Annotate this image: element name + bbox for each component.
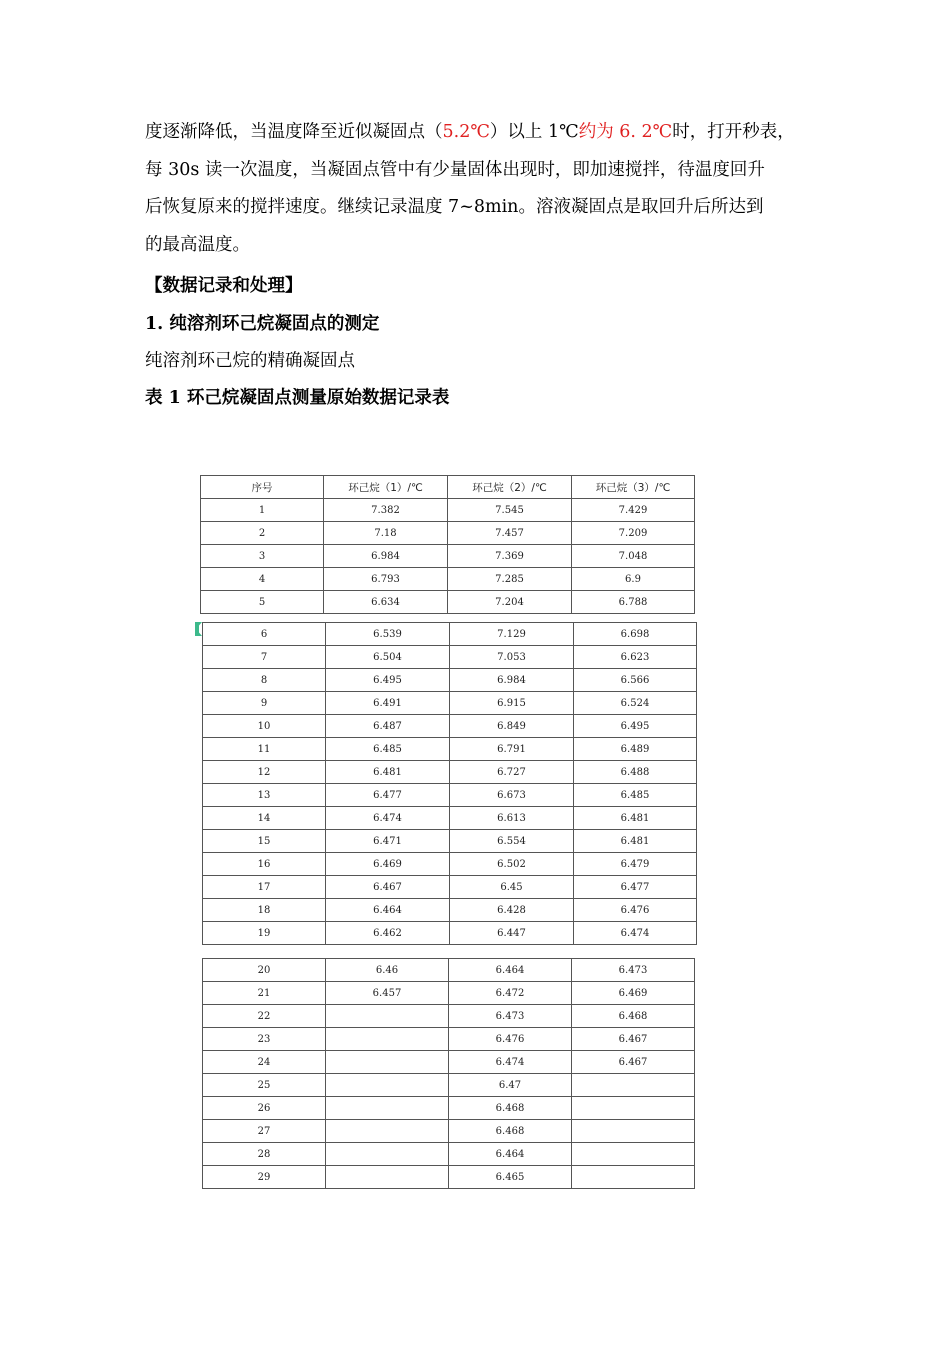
temperature-cell: 6.634	[324, 591, 448, 614]
subsection-heading: 1. 纯溶剂环己烷凝固点的测定	[145, 314, 380, 334]
temperature-cell: 6.474	[574, 922, 697, 945]
temperature-cell: 6.464	[449, 1143, 572, 1166]
temperature-cell: 6.457	[326, 982, 449, 1005]
row-index-cell: 12	[203, 761, 326, 784]
temperature-cell: 6.447	[450, 922, 574, 945]
temperature-cell: 6.467	[326, 876, 450, 899]
temperature-cell: 6.477	[574, 876, 697, 899]
table-row	[201, 545, 695, 568]
temperature-cell: 6.46	[326, 959, 449, 982]
temperature-cell: 7.129	[450, 623, 574, 646]
temperature-cell: 6.554	[450, 830, 574, 853]
row-index-cell: 20	[203, 959, 326, 982]
table-row	[203, 1028, 695, 1051]
temperature-cell: 7.369	[448, 545, 572, 568]
paragraph-line-4: 的最高温度。	[145, 234, 250, 255]
temperature-cell: 6.9	[572, 568, 695, 591]
temperature-cell: 6.464	[326, 899, 450, 922]
temperature-cell: 6.428	[450, 899, 574, 922]
temperature-cell: 7.053	[450, 646, 574, 669]
table-row	[203, 899, 697, 922]
temperature-cell	[326, 1074, 449, 1097]
row-index-cell: 22	[203, 1005, 326, 1028]
header-sample-1: 环己烷（1）/℃	[324, 476, 448, 499]
temperature-cell: 6.489	[574, 738, 697, 761]
temperature-cell: 6.793	[324, 568, 448, 591]
line1-text-a: 度逐渐降低，当温度降至近似凝固点（	[145, 122, 443, 142]
table-row	[203, 830, 697, 853]
temperature-cell: 6.476	[449, 1028, 572, 1051]
temperature-cell	[572, 1120, 695, 1143]
temperature-cell: 6.566	[574, 669, 697, 692]
temperature-cell	[326, 1143, 449, 1166]
table-row	[203, 959, 695, 982]
row-index-cell: 5	[201, 591, 324, 614]
temperature-cell: 6.468	[449, 1097, 572, 1120]
row-index-cell: 6	[203, 623, 326, 646]
temperature-cell: 6.472	[449, 982, 572, 1005]
temperature-cell: 6.465	[449, 1166, 572, 1189]
row-index-cell: 26	[203, 1097, 326, 1120]
temperature-cell	[326, 1028, 449, 1051]
row-index-cell: 27	[203, 1120, 326, 1143]
row-index-cell: 2	[201, 522, 324, 545]
row-index-cell: 9	[203, 692, 326, 715]
row-index-cell: 4	[201, 568, 324, 591]
temperature-cell: 6.984	[450, 669, 574, 692]
temperature-cell: 6.504	[326, 646, 450, 669]
temperature-cell: 6.467	[572, 1028, 695, 1051]
header-sample-2: 环己烷（2）/℃	[448, 476, 572, 499]
data-table-block-1	[200, 475, 695, 614]
table-row	[203, 922, 697, 945]
table-row	[203, 1005, 695, 1028]
temperature-cell: 6.481	[326, 761, 450, 784]
procedure-paragraph	[145, 114, 815, 264]
line1-text-c: 时，打开秒表，	[672, 122, 795, 142]
temperature-cell: 7.545	[448, 499, 572, 522]
temperature-cell: 6.481	[574, 830, 697, 853]
paragraph-line-2: 每 30s 读一次温度，当凝固点管中有少量固体出现时，即加速搅拌，待温度回升	[145, 159, 765, 180]
table-row	[203, 876, 697, 899]
temperature-cell: 7.382	[324, 499, 448, 522]
temperature-cell: 7.285	[448, 568, 572, 591]
temperature-cell: 6.915	[450, 692, 574, 715]
table-caption: 表 1 环己烷凝固点测量原始数据记录表	[145, 388, 450, 408]
table-row	[203, 1120, 695, 1143]
table-row	[203, 1051, 695, 1074]
row-index-cell: 3	[201, 545, 324, 568]
temperature-cell	[326, 1166, 449, 1189]
temperature-cell: 6.788	[572, 591, 695, 614]
table-row	[203, 1166, 695, 1189]
temperature-cell	[572, 1166, 695, 1189]
section-heading: 【数据记录和处理】	[145, 276, 303, 296]
row-index-cell: 11	[203, 738, 326, 761]
temperature-cell	[326, 1120, 449, 1143]
temperature-cell: 6.474	[326, 807, 450, 830]
temperature-cell: 6.495	[326, 669, 450, 692]
temperature-cell: 6.791	[450, 738, 574, 761]
table-row	[203, 646, 697, 669]
temperature-cell: 6.471	[326, 830, 450, 853]
temperature-cell: 7.457	[448, 522, 572, 545]
table-row	[203, 853, 697, 876]
temperature-cell: 6.468	[572, 1005, 695, 1028]
temperature-cell	[326, 1005, 449, 1028]
temperature-cell: 6.473	[449, 1005, 572, 1028]
data-table-block-3	[202, 958, 695, 1189]
row-index-cell: 21	[203, 982, 326, 1005]
table-row	[203, 715, 697, 738]
temperature-cell: 6.473	[572, 959, 695, 982]
table-body-block-2	[203, 623, 697, 945]
table-row	[203, 807, 697, 830]
temperature-cell: 6.487	[326, 715, 450, 738]
table-row	[201, 522, 695, 545]
table-header-row	[201, 476, 695, 499]
temperature-cell: 6.613	[450, 807, 574, 830]
table-row	[201, 568, 695, 591]
temperature-cell: 6.495	[574, 715, 697, 738]
temperature-cell: 6.488	[574, 761, 697, 784]
table-row	[203, 623, 697, 646]
temperature-cell	[572, 1097, 695, 1120]
table-row	[201, 499, 695, 522]
temperature-cell: 6.524	[574, 692, 697, 715]
row-index-cell: 19	[203, 922, 326, 945]
temperature-cell	[326, 1051, 449, 1074]
subsection-text: 纯溶剂环己烷的精确凝固点	[145, 351, 355, 371]
annotation-red-note: 约为 6. 2℃	[578, 122, 673, 142]
temperature-cell: 6.467	[572, 1051, 695, 1074]
row-index-cell: 25	[203, 1074, 326, 1097]
table-body-block-3	[203, 959, 695, 1189]
table-row	[203, 1143, 695, 1166]
row-index-cell: 18	[203, 899, 326, 922]
temperature-cell: 6.462	[326, 922, 450, 945]
temperature-cell: 7.204	[448, 591, 572, 614]
temperature-cell: 6.485	[326, 738, 450, 761]
temperature-cell	[326, 1097, 449, 1120]
table-row	[203, 784, 697, 807]
table-row	[203, 669, 697, 692]
row-index-cell: 24	[203, 1051, 326, 1074]
temperature-cell: 6.539	[326, 623, 450, 646]
table-row	[203, 692, 697, 715]
row-index-cell: 13	[203, 784, 326, 807]
data-table-block-2	[202, 622, 697, 945]
row-index-cell: 28	[203, 1143, 326, 1166]
table-row	[203, 1074, 695, 1097]
approx-freezing-point-value: 5.2℃	[442, 122, 490, 142]
temperature-cell	[572, 1143, 695, 1166]
temperature-cell: 6.479	[574, 853, 697, 876]
temperature-cell: 6.485	[574, 784, 697, 807]
table-row	[203, 1097, 695, 1120]
header-sample-3: 环己烷（3）/℃	[572, 476, 695, 499]
table-row	[201, 591, 695, 614]
row-index-cell: 1	[201, 499, 324, 522]
table-body-block-1	[201, 499, 695, 614]
temperature-cell: 6.502	[450, 853, 574, 876]
paragraph-line-1	[145, 114, 815, 152]
temperature-cell: 6.673	[450, 784, 574, 807]
temperature-cell: 6.45	[450, 876, 574, 899]
temperature-cell: 6.623	[574, 646, 697, 669]
temperature-cell: 6.491	[326, 692, 450, 715]
row-index-cell: 17	[203, 876, 326, 899]
temperature-cell: 6.849	[450, 715, 574, 738]
temperature-cell: 6.474	[449, 1051, 572, 1074]
temperature-cell: 7.429	[572, 499, 695, 522]
row-index-cell: 14	[203, 807, 326, 830]
row-index-cell: 23	[203, 1028, 326, 1051]
temperature-cell: 6.727	[450, 761, 574, 784]
row-index-cell: 29	[203, 1166, 326, 1189]
line1-text-b: ）以上 1℃	[489, 122, 579, 142]
row-index-cell: 16	[203, 853, 326, 876]
table-row	[203, 982, 695, 1005]
temperature-cell: 6.469	[572, 982, 695, 1005]
temperature-cell	[572, 1074, 695, 1097]
temperature-cell: 7.048	[572, 545, 695, 568]
row-index-cell: 8	[203, 669, 326, 692]
table-row	[203, 761, 697, 784]
temperature-cell: 7.209	[572, 522, 695, 545]
row-index-cell: 15	[203, 830, 326, 853]
temperature-cell: 6.47	[449, 1074, 572, 1097]
temperature-cell: 6.469	[326, 853, 450, 876]
temperature-cell: 6.468	[449, 1120, 572, 1143]
row-index-cell: 10	[203, 715, 326, 738]
temperature-cell: 6.476	[574, 899, 697, 922]
header-index: 序号	[201, 476, 324, 499]
temperature-cell: 6.477	[326, 784, 450, 807]
paragraph-line-3: 后恢复原来的搅拌速度。继续记录温度 7~8min。溶液凝固点是取回升后所达到	[145, 197, 764, 217]
temperature-cell: 6.481	[574, 807, 697, 830]
temperature-cell: 6.464	[449, 959, 572, 982]
table-row	[203, 738, 697, 761]
temperature-cell: 6.698	[574, 623, 697, 646]
temperature-cell: 7.18	[324, 522, 448, 545]
row-index-cell: 7	[203, 646, 326, 669]
temperature-cell: 6.984	[324, 545, 448, 568]
